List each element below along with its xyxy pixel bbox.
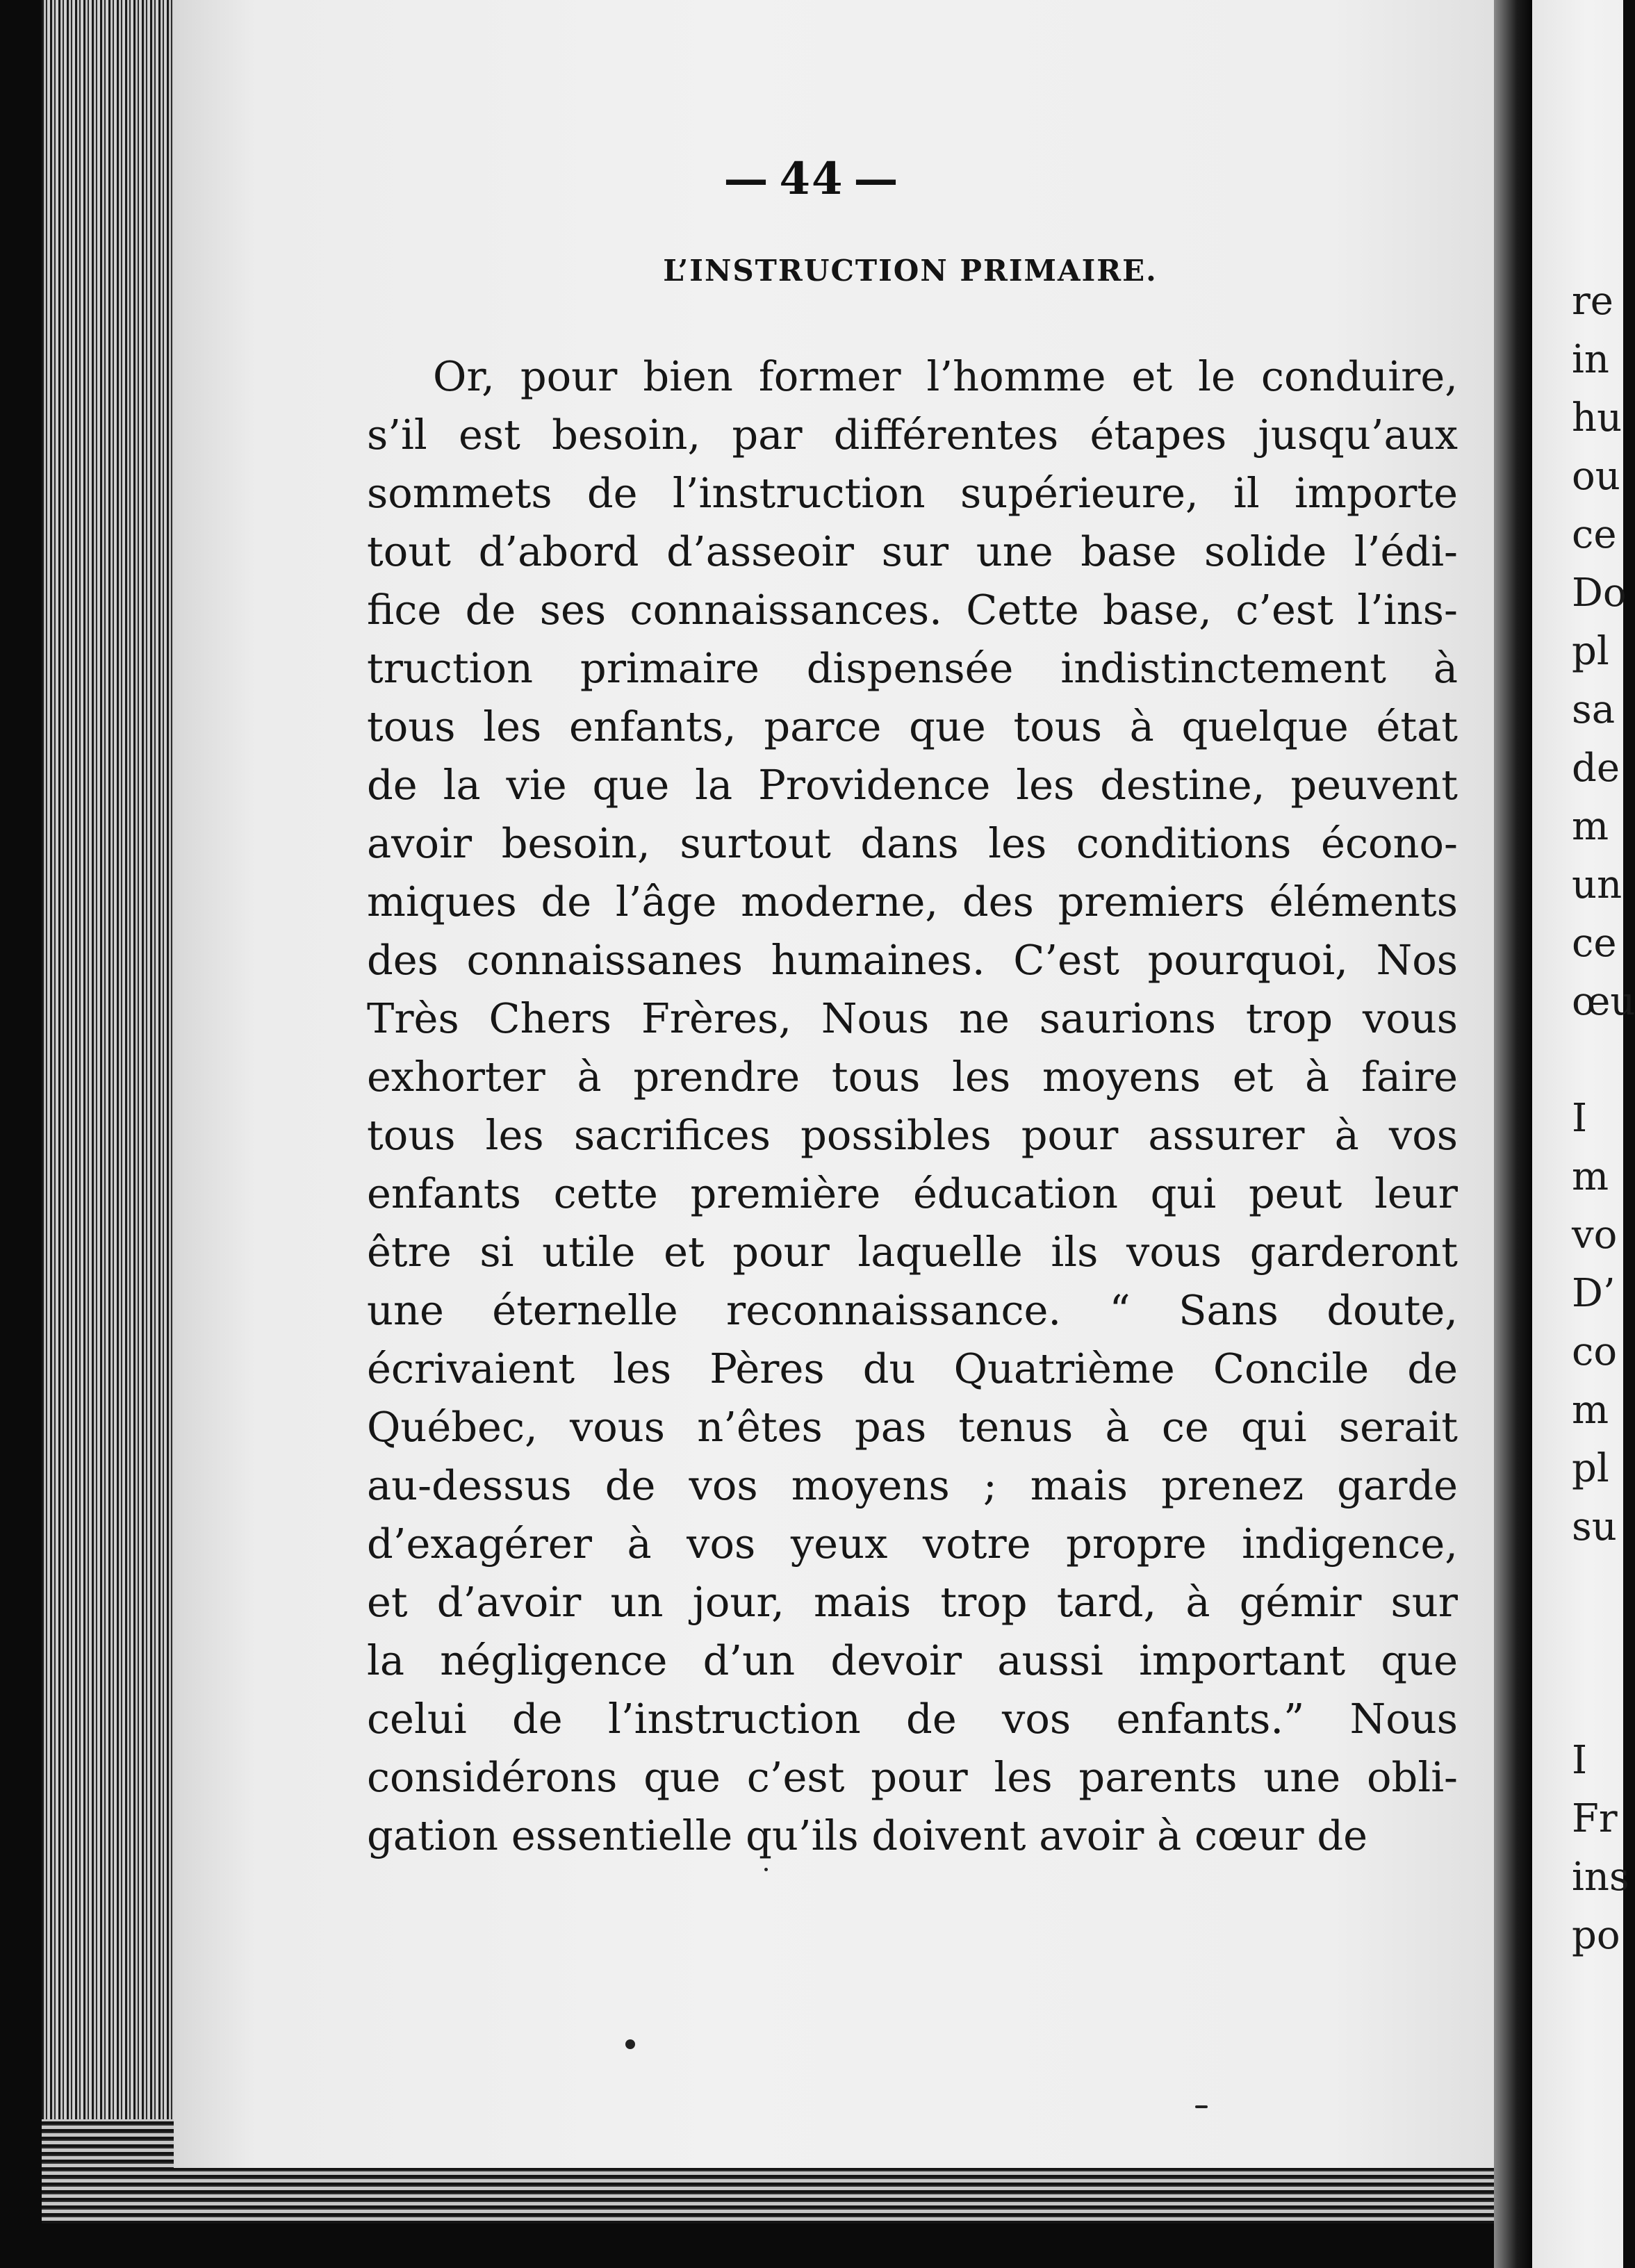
text-line: la négligence d’un devoir aussi important que xyxy=(367,1636,1458,1684)
facing-line: I xyxy=(1572,1738,1588,1783)
header-dash-right: — xyxy=(853,153,900,205)
header-dash-left: — xyxy=(723,153,770,205)
facing-line: un xyxy=(1572,862,1622,907)
text-line: être si utile et pour laquelle ils vous garderont xyxy=(367,1228,1458,1276)
facing-line xyxy=(1572,1673,1635,1732)
facing-line: ce xyxy=(1572,512,1617,557)
text-line: sommets de l’instruction supérieure, il importe xyxy=(367,469,1458,517)
facing-page-text xyxy=(1572,272,1635,1965)
body-text xyxy=(367,347,1458,1865)
text-line: exhorter à prendre tous les moyens et à faire xyxy=(367,1053,1458,1101)
facing-line: po xyxy=(1572,1913,1620,1958)
facing-line: pl xyxy=(1572,1446,1609,1491)
text-line: tous les enfants, parce que tous à quelque état xyxy=(367,702,1458,750)
ink-speck xyxy=(1195,2105,1208,2108)
facing-line: pl xyxy=(1572,629,1609,674)
facing-line: su xyxy=(1572,1504,1617,1550)
ink-speck xyxy=(625,2039,635,2049)
facing-line xyxy=(1572,1615,1635,1673)
text-line: s’il est besoin, par différentes étapes jusqu’aux xyxy=(367,411,1458,459)
text-line: enfants cette première éducation qui peut leur xyxy=(367,1169,1458,1217)
text-line: des connaissanes humaines. C’est pourquoi, Nos xyxy=(367,936,1458,984)
page-number-header xyxy=(0,153,1623,205)
facing-line: hu xyxy=(1572,395,1622,441)
text-line: tout d’abord d’asseoir sur une base solide l’édi- xyxy=(367,527,1458,575)
facing-line: m xyxy=(1572,1388,1609,1433)
facing-line: Fr xyxy=(1572,1796,1618,1841)
text-line: truction primaire dispensée indistinctement à xyxy=(367,644,1458,692)
text-line: et d’avoir un jour, mais trop tard, à gémir sur xyxy=(367,1578,1458,1626)
facing-line: Do xyxy=(1572,570,1627,616)
facing-line: m xyxy=(1572,804,1609,849)
text-line: gation essentielle qu’ils doivent avoir à cœur de xyxy=(367,1811,1368,1859)
page-number: 44 xyxy=(779,153,844,205)
section-title: L’INSTRUCTION PRIMAIRE. xyxy=(663,254,1158,288)
text-line: tous les sacrifices possibles pour assurer à vos xyxy=(367,1111,1458,1159)
facing-line: vo xyxy=(1572,1213,1618,1258)
facing-line: re xyxy=(1572,279,1613,324)
facing-line: in xyxy=(1572,337,1609,382)
ink-speck xyxy=(764,1868,768,1871)
text-line: celui de l’instruction de vos enfants.” Nous xyxy=(367,1695,1458,1743)
facing-line: I xyxy=(1572,1096,1588,1141)
text-line: au-dessus de vos moyens ; mais prenez garde xyxy=(367,1461,1458,1509)
facing-line: ins xyxy=(1572,1855,1629,1900)
text-line: d’exagérer à vos yeux votre propre indigence, xyxy=(367,1520,1458,1568)
text-line: Or, pour bien former l’homme et le conduire, xyxy=(433,352,1458,400)
text-line: Très Chers Frères, Nous ne saurions trop vous xyxy=(367,994,1458,1042)
text-line: avoir besoin, surtout dans les conditions écono- xyxy=(367,819,1458,867)
facing-line: ou xyxy=(1572,454,1620,499)
text-line: une éternelle reconnaissance. “ Sans doute, xyxy=(367,1286,1458,1334)
facing-line xyxy=(1572,1556,1635,1615)
facing-line xyxy=(1572,1031,1635,1090)
text-line: considérons que c’est pour les parents une obli- xyxy=(367,1753,1458,1801)
facing-line: D’ xyxy=(1572,1271,1616,1316)
page-edges-left xyxy=(42,0,174,2217)
facing-line: œu xyxy=(1572,979,1635,1024)
facing-line: co xyxy=(1572,1329,1618,1374)
text-line: miques de l’âge moderne, des premiers éléments xyxy=(367,878,1458,926)
facing-line: de xyxy=(1572,746,1620,791)
facing-line: m xyxy=(1572,1154,1609,1199)
text-line: fice de ses connaissances. Cette base, c’est l’ins- xyxy=(367,586,1458,634)
text-line: écrivaient les Pères du Quatrième Concile de xyxy=(367,1345,1458,1392)
facing-line: sa xyxy=(1572,687,1616,732)
text-line: Québec, vous n’êtes pas tenus à ce qui serait xyxy=(367,1403,1458,1451)
facing-line: ce xyxy=(1572,921,1617,966)
book-gutter xyxy=(1494,0,1532,2268)
text-line: de la vie que la Providence les destine, peuvent xyxy=(367,761,1458,809)
